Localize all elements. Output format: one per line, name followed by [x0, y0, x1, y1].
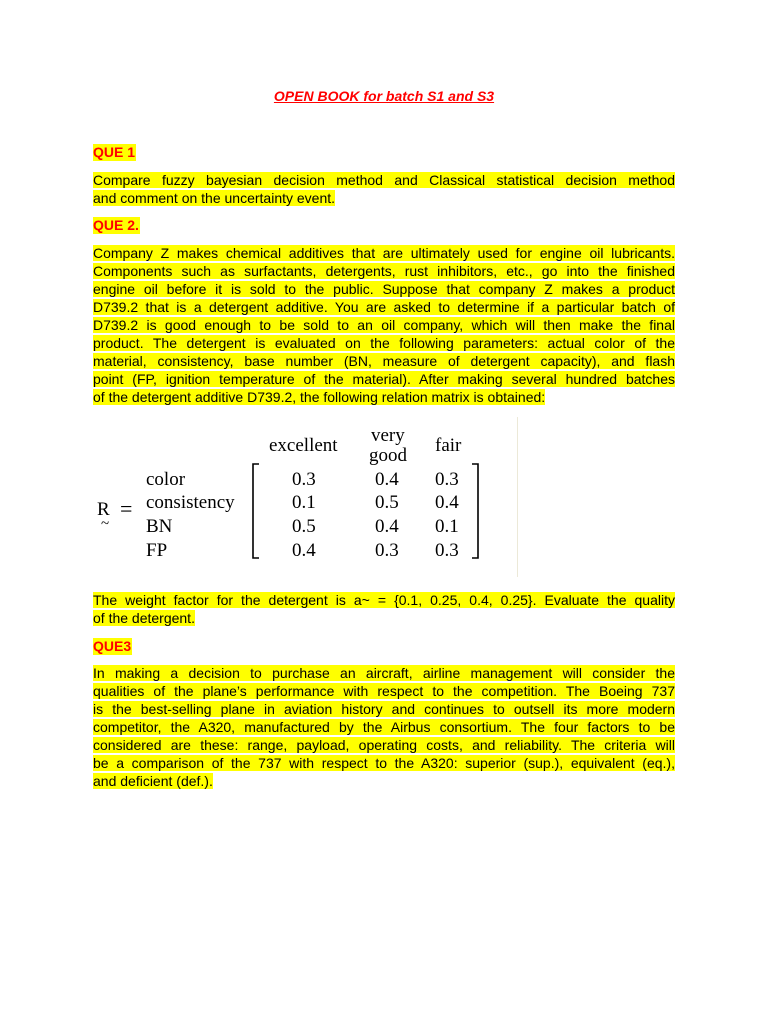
text-line: competitor, the A320, manufactured by the Airbus consortium. The four factors to be	[93, 719, 675, 735]
text-line: of the detergent.	[93, 610, 195, 626]
matrix-col-header: good	[369, 445, 407, 466]
matrix-row-label: consistency	[146, 492, 235, 513]
matrix-cell: 0.5	[292, 516, 316, 537]
matrix-col-header: excellent	[269, 435, 338, 456]
matrix-cell: 0.4	[435, 492, 459, 513]
document-title: OPEN BOOK for batch S1 and S3	[273, 88, 495, 104]
matrix-row-label: color	[146, 469, 186, 490]
question-3-label: QUE3	[93, 638, 132, 654]
question-1-text	[93, 171, 675, 207]
text-line: D739.2 that is a detergent additive. You are asked to determine if a particular batch of	[93, 299, 675, 315]
relation-matrix	[93, 417, 519, 577]
matrix-tilde: ~	[101, 516, 110, 532]
text-line: qualities of the plane’s performance with respect to the competition. The Boeing 737	[93, 683, 675, 699]
text-line: The weight factor for the detergent is a~ = {0.1, 0.25, 0.4, 0.25}. Evaluate the quality	[93, 592, 675, 608]
text-line: of the detergent additive D739.2, the following relation matrix is obtained:	[93, 389, 546, 405]
text-line: and deficient (def.).	[93, 773, 213, 789]
text-line: Company Z makes chemical additives that are ultimately used for engine oil lubricants.	[93, 245, 675, 261]
question-3-text	[93, 664, 675, 790]
text-line: considered are these: range, payload, operating costs, and reliability. The criteria will	[93, 737, 675, 753]
matrix-cell: 0.5	[375, 492, 399, 513]
text-line: In making a decision to purchase an aircraft, airline management will consider the	[93, 665, 675, 681]
text-line: and comment on the uncertainty event.	[93, 190, 336, 206]
text-line: point (FP, ignition temperature of the material). After making several hundred batches	[93, 371, 675, 387]
text-line: is the best-selling plane in aviation history and continues to outsell its more modern	[93, 701, 675, 717]
matrix-cell: 0.4	[375, 516, 399, 537]
matrix-image-border	[517, 417, 518, 577]
matrix-cell: 0.1	[435, 516, 459, 537]
question-2-weights-text	[93, 591, 675, 627]
matrix-col-header: very	[371, 425, 405, 446]
matrix-cell: 0.3	[292, 469, 316, 490]
question-2-label: QUE 2.	[93, 217, 139, 233]
matrix-cell: 0.1	[292, 492, 316, 513]
matrix-row-label: FP	[146, 540, 168, 561]
matrix-cell: 0.3	[375, 540, 399, 561]
matrix-row-label: BN	[146, 516, 173, 537]
right-bracket	[470, 463, 480, 559]
matrix-cell: 0.4	[375, 469, 399, 490]
matrix-cell: 0.4	[292, 540, 316, 561]
matrix-cell: 0.3	[435, 540, 459, 561]
text-line: Components such as surfactants, detergents, rust inhibitors, etc., go into the finished	[93, 263, 675, 279]
text-line: D739.2 is good enough to be sold to an oil company, which will then make the final	[93, 317, 675, 333]
text-line: Compare fuzzy bayesian decision method and Classical statistical decision method	[93, 172, 675, 188]
text-line: material, consistency, base number (BN, measure of detergent capacity), and flash	[93, 353, 675, 369]
matrix-symbol: R	[97, 499, 110, 520]
question-1-label: QUE 1	[93, 144, 136, 160]
matrix-equals: =	[120, 496, 133, 521]
text-line: engine oil before it is sold to the public. Suppose that company Z makes a product	[93, 281, 675, 297]
left-bracket	[251, 463, 261, 559]
text-line: be a comparison of the 737 with respect to the A320: superior (sup.), equivalent (eq.),	[93, 755, 675, 771]
matrix-cell: 0.3	[435, 469, 459, 490]
question-2-text	[93, 244, 675, 406]
matrix-col-header: fair	[435, 435, 462, 456]
text-line: product. The detergent is evaluated on the following parameters: actual color of the	[93, 335, 675, 351]
